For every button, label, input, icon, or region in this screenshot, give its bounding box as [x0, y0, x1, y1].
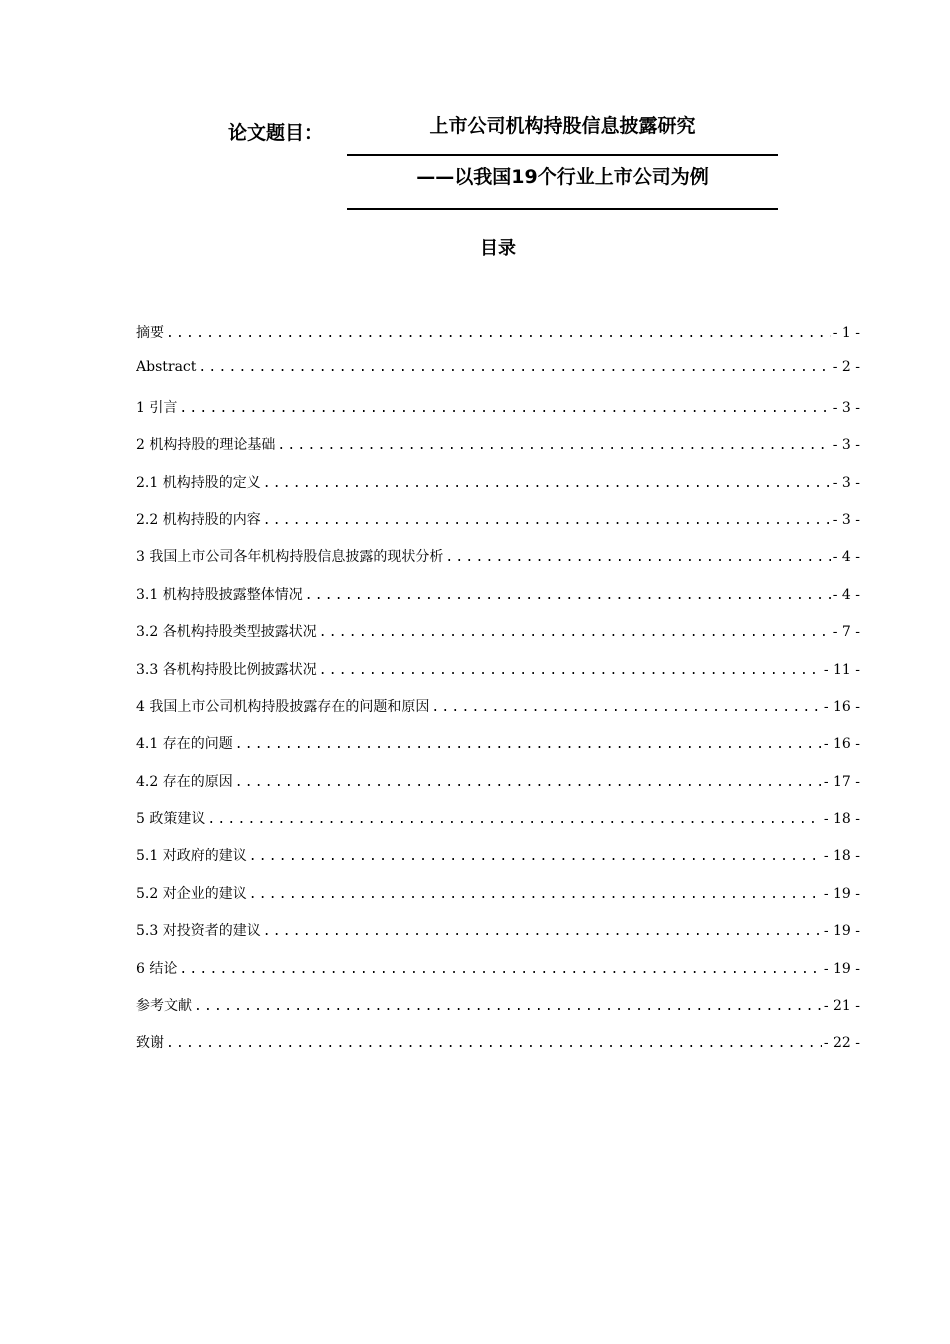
dot-leader [319, 625, 831, 640]
dot-leader [319, 663, 822, 678]
toc-entry-label: 摘要 [136, 325, 164, 341]
toc-entry-page: - 3 - [832, 511, 860, 528]
toc-entry[interactable] [136, 995, 860, 1032]
dot-leader [431, 700, 821, 715]
toc-entry-page: - 2 - [832, 359, 860, 376]
toc-entry-page: - 1 - [832, 325, 860, 341]
toc-entry[interactable] [136, 808, 860, 845]
dot-leader [445, 550, 830, 565]
thesis-title: 上市公司机构持股信息披露研究 [347, 108, 778, 156]
toc-entry[interactable] [136, 659, 860, 696]
toc-entry-label: 5.1 对政府的建议 [136, 848, 247, 865]
toc-entry-label: 6 结论 [136, 960, 178, 977]
toc-entry-page: - 18 - [823, 811, 860, 828]
toc-entry-page: - 16 - [823, 698, 860, 715]
toc-entry-label: 3.2 各机构持股类型披露状况 [136, 624, 317, 641]
toc-entry-page: - 4 - [832, 549, 860, 566]
table-of-contents [136, 322, 860, 1070]
toc-entry-label: 4.2 存在的原因 [136, 773, 233, 790]
toc-entry-page: - 22 - [823, 1035, 860, 1052]
dot-leader [263, 476, 831, 491]
toc-entry[interactable] [136, 696, 860, 733]
thesis-subtitle: ——以我国19个行业上市公司为例 [347, 156, 778, 210]
dot-leader [263, 924, 822, 939]
toc-entry-page: - 19 - [823, 960, 860, 977]
toc-entry-label: 3.1 机构持股披露整体情况 [136, 586, 303, 603]
toc-entry-label: 5.2 对企业的建议 [136, 885, 247, 902]
dot-leader [305, 588, 831, 603]
dot-leader [207, 812, 821, 827]
toc-entry[interactable] [136, 621, 860, 658]
toc-entry[interactable] [136, 322, 860, 359]
toc-entry[interactable] [136, 472, 860, 509]
toc-entry-label: 2 机构持股的理论基础 [136, 437, 276, 454]
dot-leader [277, 438, 830, 453]
toc-entry-label: 参考文献 [136, 998, 192, 1015]
toc-entry-page: - 11 - [823, 661, 860, 678]
toc-entry-label: 5.3 对投资者的建议 [136, 923, 261, 940]
toc-entry-label: Abstract [136, 359, 197, 376]
toc-entry[interactable] [136, 509, 860, 546]
dot-leader [235, 737, 822, 752]
toc-entry-page: - 17 - [823, 773, 860, 790]
toc-entry-page: - 19 - [823, 923, 860, 940]
toc-entry-label: 5 政策建议 [136, 811, 206, 828]
dot-leader [194, 999, 822, 1014]
toc-entry-page: - 19 - [823, 885, 860, 902]
toc-entry[interactable] [136, 546, 860, 583]
toc-entry-label: 2.1 机构持股的定义 [136, 474, 261, 491]
dot-leader [235, 775, 822, 790]
toc-entry-page: - 21 - [823, 998, 860, 1015]
dot-leader [166, 326, 831, 341]
toc-entry[interactable] [136, 845, 860, 882]
toc-entry[interactable] [136, 771, 860, 808]
toc-entry[interactable] [136, 397, 860, 434]
toc-entry[interactable] [136, 958, 860, 995]
toc-entry-page: - 4 - [832, 586, 860, 603]
toc-entry-page: - 16 - [823, 736, 860, 753]
toc-entry-page: - 3 - [832, 399, 860, 416]
toc-entry[interactable] [136, 359, 860, 396]
dot-leader [179, 401, 830, 416]
toc-entry[interactable] [136, 733, 860, 770]
toc-entry-label: 4 我国上市公司机构持股披露存在的问题和原因 [136, 698, 430, 715]
toc-entry[interactable] [136, 434, 860, 471]
toc-entry[interactable] [136, 883, 860, 920]
dot-leader [249, 887, 822, 902]
dot-leader [198, 360, 830, 375]
thesis-title-block [347, 108, 778, 210]
dot-leader [263, 513, 831, 528]
toc-entry-label: 2.2 机构持股的内容 [136, 511, 261, 528]
toc-entry-label: 致谢 [136, 1035, 164, 1052]
toc-entry-label: 4.1 存在的问题 [136, 736, 233, 753]
toc-heading: 目录 [480, 238, 516, 259]
toc-entry-label: 3 我国上市公司各年机构持股信息披露的现状分析 [136, 549, 444, 566]
toc-entry-page: - 3 - [832, 474, 860, 491]
toc-entry[interactable] [136, 920, 860, 957]
dot-leader [179, 962, 821, 977]
toc-entry-page: - 18 - [823, 848, 860, 865]
toc-entry[interactable] [136, 1032, 860, 1069]
thesis-title-label: 论文题目： [228, 122, 324, 144]
dot-leader [166, 1036, 822, 1051]
toc-entry-page: - 7 - [832, 624, 860, 641]
toc-entry-label: 3.3 各机构持股比例披露状况 [136, 661, 317, 678]
toc-entry-label: 1 引言 [136, 399, 178, 416]
toc-entry[interactable] [136, 584, 860, 621]
toc-entry-page: - 3 - [832, 437, 860, 454]
dot-leader [249, 849, 822, 864]
